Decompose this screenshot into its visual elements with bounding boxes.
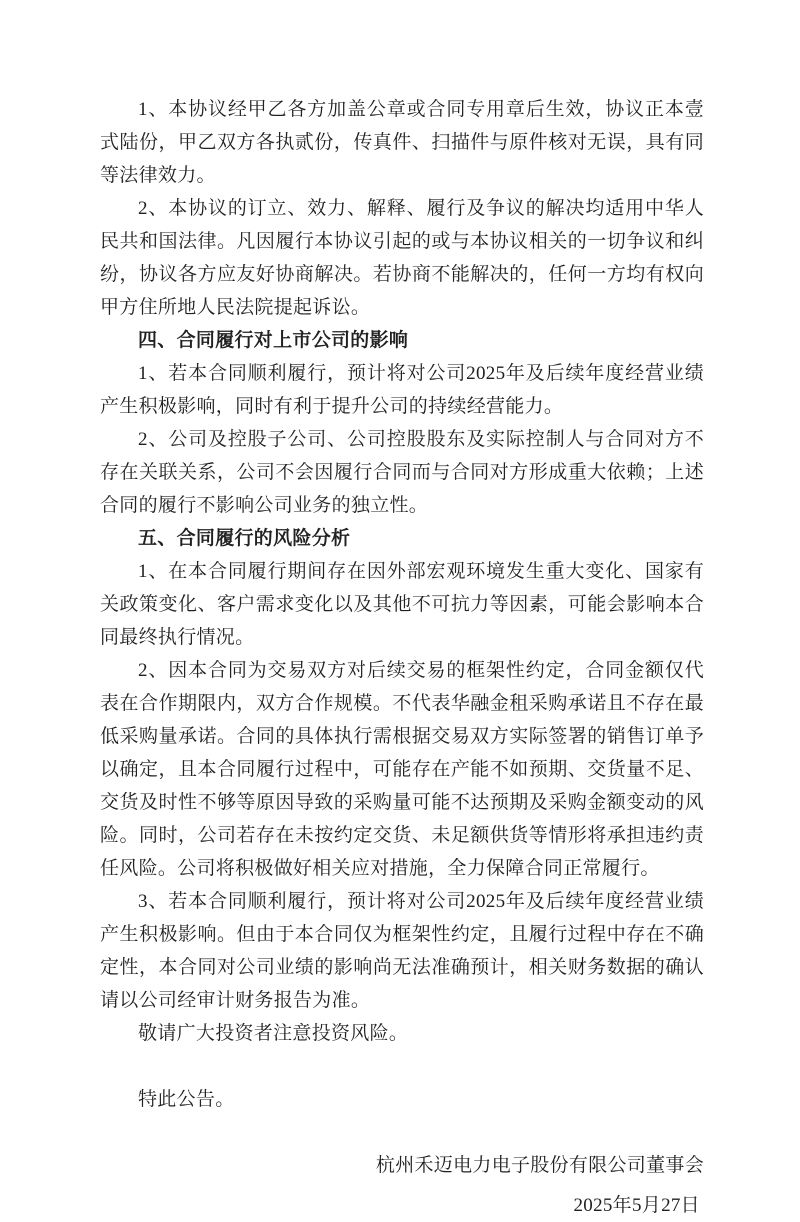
paragraph-list	[100, 93, 704, 1050]
body-paragraph: 1、本协议经甲乙各方加盖公章或合同专用章后生效，协议正本壹式陆份，甲乙双方各执贰份，传真件、扫描件与原件核对无误，具有同等法律效力。	[100, 99, 704, 186]
body-paragraph: 2、公司及控股子公司、公司控股股东及实际控制人与合同对方不存在关联关系，公司不会因履行合同而与合同对方形成重大依赖；上述合同的履行不影响公司业务的独立性。	[100, 429, 704, 516]
closing-statement: 特此公告。	[138, 1089, 235, 1110]
body-paragraph: 2、本协议的订立、效力、解释、履行及争议的解决均适用中华人民共和国法律。凡因履行本协议引起的或与本协议相关的一切争议和纠纷，协议各方应友好协商解决。若协商不能解决的，任何一方均有权向甲方住所地人民法院提起诉讼。	[100, 198, 704, 318]
body-paragraph: 1、在本合同履行期间存在因外部宏观环境发生重大变化、国家有关政策变化、客户需求变化以及其他不可抗力等因素，可能会影响本合同最终执行情况。	[100, 561, 704, 648]
document-content	[100, 93, 704, 1222]
body-paragraph: 3、若本合同顺利履行，预计将对公司2025年及后续年度经营业绩产生积极影响。但由于本合同仅为框架性约定，且履行过程中存在不确定性，本合同对公司业绩的影响尚无法准确预计，相关财务数据的确认请以公司经审计财务报告为准。	[100, 891, 704, 1011]
date-line: 2025年5月27日	[573, 1195, 700, 1216]
body-paragraph: 2、因本合同为交易双方对后续交易的框架性约定，合同金额仅代表在合作期限内，双方合作规模。不代表华融金租采购承诺且不存在最低采购量承诺。合同的具体执行需根据交易双方实际签署的销售订单予以确定，且本合同履行过程中，可能存在产能不如预期、交货量不足、交货及时性不够等原因导致的采购量可能不达预期及采购金额变动的风险。同时，公司若存在未按约定交货、未足额供货等情形将承担违约责任风险。公司将积极做好相关应对措施，全力保障合同正常履行。	[100, 660, 704, 879]
body-paragraph: 1、若本合同顺利履行，预计将对公司2025年及后续年度经营业绩产生积极影响，同时有利于提升公司的持续经营能力。	[100, 363, 704, 417]
body-paragraph: 敬请广大投资者注意投资风险。	[138, 1023, 409, 1044]
signature-line: 杭州禾迈电力电子股份有限公司董事会	[375, 1155, 704, 1176]
signature-block	[100, 1149, 704, 1222]
section-heading: 五、合同履行的风险分析	[138, 528, 351, 549]
section-heading: 四、合同履行对上市公司的影响	[138, 330, 409, 351]
